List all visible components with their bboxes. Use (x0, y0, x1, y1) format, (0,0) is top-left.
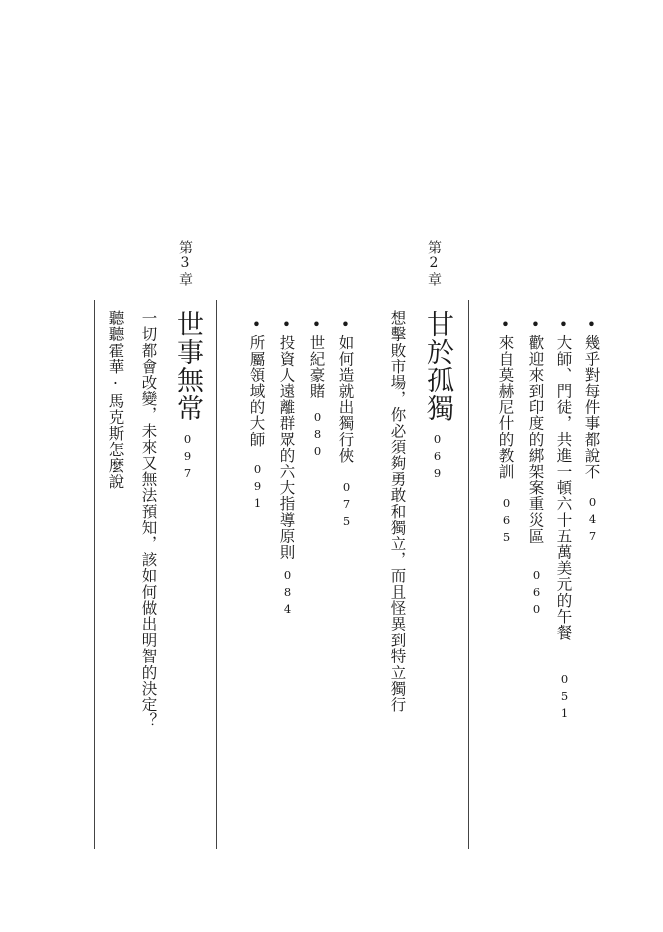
toc-item-4[interactable] (497, 316, 513, 480)
toc-item-page: 051 (557, 672, 572, 723)
chapter-page: 097 (180, 432, 195, 483)
toc-item-5[interactable] (337, 316, 353, 463)
toc-item-title: 幾乎對每件事都說不 (582, 334, 601, 480)
chapter-divider (216, 300, 217, 849)
toc-item-page: 084 (280, 568, 295, 619)
bullet: • (307, 316, 326, 335)
chapter-subtitle: 聽聽霍華·馬克斯怎麼說 (106, 310, 125, 490)
toc-item-title: 歡迎來到印度的綁架案重災區 (526, 334, 545, 544)
bullet: • (526, 316, 545, 335)
bullet: • (554, 316, 573, 335)
chapter-label: 第2章 (426, 240, 442, 287)
bullet: • (247, 316, 266, 335)
toc-item-title: 投資人遠離群眾的六大指導原則 (277, 334, 296, 561)
bullet: • (277, 316, 296, 335)
toc-item-page: 065 (499, 496, 514, 547)
toc-item-title: 如何造就出獨行俠 (336, 334, 355, 464)
bullet: • (336, 316, 355, 335)
chapter-label: 第3章 (177, 240, 193, 287)
bullet: • (496, 316, 515, 335)
toc-item-6[interactable] (308, 316, 324, 399)
toc-item-8[interactable] (248, 316, 264, 447)
chapter-title[interactable]: 甘於孤獨 (422, 310, 453, 422)
toc-item-page: 060 (529, 568, 544, 619)
chapter-divider (94, 300, 95, 849)
toc-item-page: 091 (250, 462, 265, 513)
toc-item-title: 世紀豪賭 (307, 334, 326, 400)
chapter-description: 一切都會改變，未來又無法預知，該如何做出明智的決定？ (139, 310, 158, 729)
toc-item-7[interactable] (278, 316, 294, 560)
bullet: • (582, 316, 601, 335)
chapter-page: 069 (430, 432, 445, 483)
chapter-title[interactable]: 世事無常 (172, 310, 203, 422)
toc-item-title: 大師、門徒，共進一頓六十五萬美元的午餐 (554, 334, 573, 641)
toc-item-2[interactable] (555, 316, 571, 641)
toc-item-1[interactable] (583, 316, 599, 480)
toc-item-page: 047 (585, 495, 600, 546)
toc-item-page: 075 (339, 480, 354, 531)
toc-item-title: 來自莫赫尼什的教訓 (496, 334, 515, 480)
toc-item-3[interactable] (527, 316, 543, 544)
chapter-description: 想擊敗市場，你必須夠勇敢和獨立，而且怪異到特立獨行 (388, 310, 407, 713)
toc-item-title: 所屬領域的大師 (247, 334, 266, 448)
chapter-divider (468, 300, 469, 849)
toc-item-page: 080 (310, 410, 325, 461)
